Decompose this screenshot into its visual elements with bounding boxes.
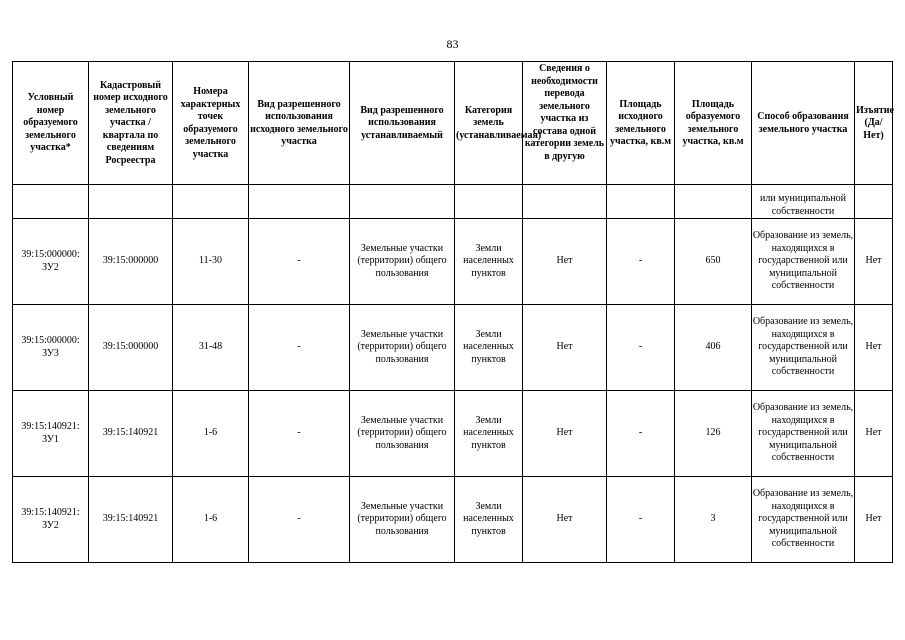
- cell-new-area: 126: [675, 391, 752, 477]
- cell-new-use: Земельные участки (территории) общего пользования: [350, 305, 455, 391]
- cell-transfer: Нет: [523, 219, 607, 305]
- col-header-method: Способ образования земельного участка: [752, 62, 855, 185]
- col-header-cadastral: Кадастровый номер исходного земельного участка / квартала по сведениям Росреестра: [89, 62, 173, 185]
- col-header-new-use: Вид разрешенного использования устанавливаемый: [350, 62, 455, 185]
- table-cell: [249, 185, 350, 219]
- table-row: [13, 477, 893, 563]
- cell-source-use: -: [249, 305, 350, 391]
- table-cell: [89, 185, 173, 219]
- cell-points: 11-30: [173, 219, 249, 305]
- table-row-continuation: [13, 185, 893, 219]
- cell-source-area: -: [607, 477, 675, 563]
- table-cell: [13, 185, 89, 219]
- cell-source-use: -: [249, 477, 350, 563]
- cell-source-area: -: [607, 391, 675, 477]
- col-header-points: Номера характерных точек образуемого земельного участка: [173, 62, 249, 185]
- table-cell: [523, 185, 607, 219]
- col-header-new-area: Площадь образуемого земельного участка, кв.м: [675, 62, 752, 185]
- cell-method: Образование из земель, находящихся в государственной или муниципальной собственности: [752, 477, 855, 563]
- table-row: [13, 219, 893, 305]
- cell-seizure: Нет: [855, 219, 893, 305]
- cell-plot-id: 39:15:000000: ЗУ3: [13, 305, 89, 391]
- cell-source-area: -: [607, 219, 675, 305]
- cell-new-use: Земельные участки (территории) общего пользования: [350, 219, 455, 305]
- cell-points: 31-48: [173, 305, 249, 391]
- col-header-source-area: Площадь исходного земельного участка, кв.м: [607, 62, 675, 185]
- cell-plot-id: 39:15:140921: ЗУ2: [13, 477, 89, 563]
- cell-seizure: Нет: [855, 305, 893, 391]
- cell-transfer: Нет: [523, 305, 607, 391]
- cell-points: 1-6: [173, 477, 249, 563]
- cell-points: 1-6: [173, 391, 249, 477]
- table-cell: [173, 185, 249, 219]
- cell-transfer: Нет: [523, 477, 607, 563]
- cell-cadastral: 39:15:000000: [89, 219, 173, 305]
- cell-new-area: 406: [675, 305, 752, 391]
- header-row: [13, 62, 893, 185]
- cell-method: Образование из земель, находящихся в государственной или муниципальной собственности: [752, 219, 855, 305]
- cell-source-use: -: [249, 219, 350, 305]
- col-header-transfer: Сведения о необходимости перевода земельного участка из состава одной категории земель в другую: [523, 62, 607, 185]
- col-header-seizure: Изъятие (Да/Нет): [855, 62, 893, 185]
- page-number: 83: [446, 37, 459, 51]
- table-cell: [455, 185, 523, 219]
- cell-category: Земли населенных пунктов: [455, 391, 523, 477]
- cell-new-area: 3: [675, 477, 752, 563]
- cell-method: Образование из земель, находящихся в государственной или муниципальной собственности: [752, 391, 855, 477]
- cell-new-use: Земельные участки (территории) общего пользования: [350, 391, 455, 477]
- cell-cadastral: 39:15:140921: [89, 477, 173, 563]
- cell-category: Земли населенных пунктов: [455, 477, 523, 563]
- col-header-plot-id: Условный номер образуемого земельного участка*: [13, 62, 89, 185]
- col-header-category: Категория земель (устанавливаемая): [455, 62, 523, 185]
- table-cell: [607, 185, 675, 219]
- col-header-source-use: Вид разрешенного использования исходного земельного участка: [249, 62, 350, 185]
- cell-cadastral: 39:15:000000: [89, 305, 173, 391]
- cell-plot-id: 39:15:140921: ЗУ1: [13, 391, 89, 477]
- cell-source-area: -: [607, 305, 675, 391]
- cell-category: Земли населенных пунктов: [455, 219, 523, 305]
- cell-source-use: -: [249, 391, 350, 477]
- cell-cadastral: 39:15:140921: [89, 391, 173, 477]
- table-row: [13, 305, 893, 391]
- cell-seizure: Нет: [855, 477, 893, 563]
- table-row: [13, 391, 893, 477]
- cell-plot-id: 39:15:000000: ЗУ2: [13, 219, 89, 305]
- cell-new-use: Земельные участки (территории) общего пользования: [350, 477, 455, 563]
- cell-new-area: 650: [675, 219, 752, 305]
- table-cell: [855, 185, 893, 219]
- land-plots-table: [12, 61, 893, 563]
- cell-seizure: Нет: [855, 391, 893, 477]
- table-cell: [350, 185, 455, 219]
- table-cell: [675, 185, 752, 219]
- cell-method: Образование из земель, находящихся в государственной или муниципальной собственности: [752, 305, 855, 391]
- cell-transfer: Нет: [523, 391, 607, 477]
- cell-category: Земли населенных пунктов: [455, 305, 523, 391]
- table-cell-method: или муниципальной собственности: [752, 185, 855, 219]
